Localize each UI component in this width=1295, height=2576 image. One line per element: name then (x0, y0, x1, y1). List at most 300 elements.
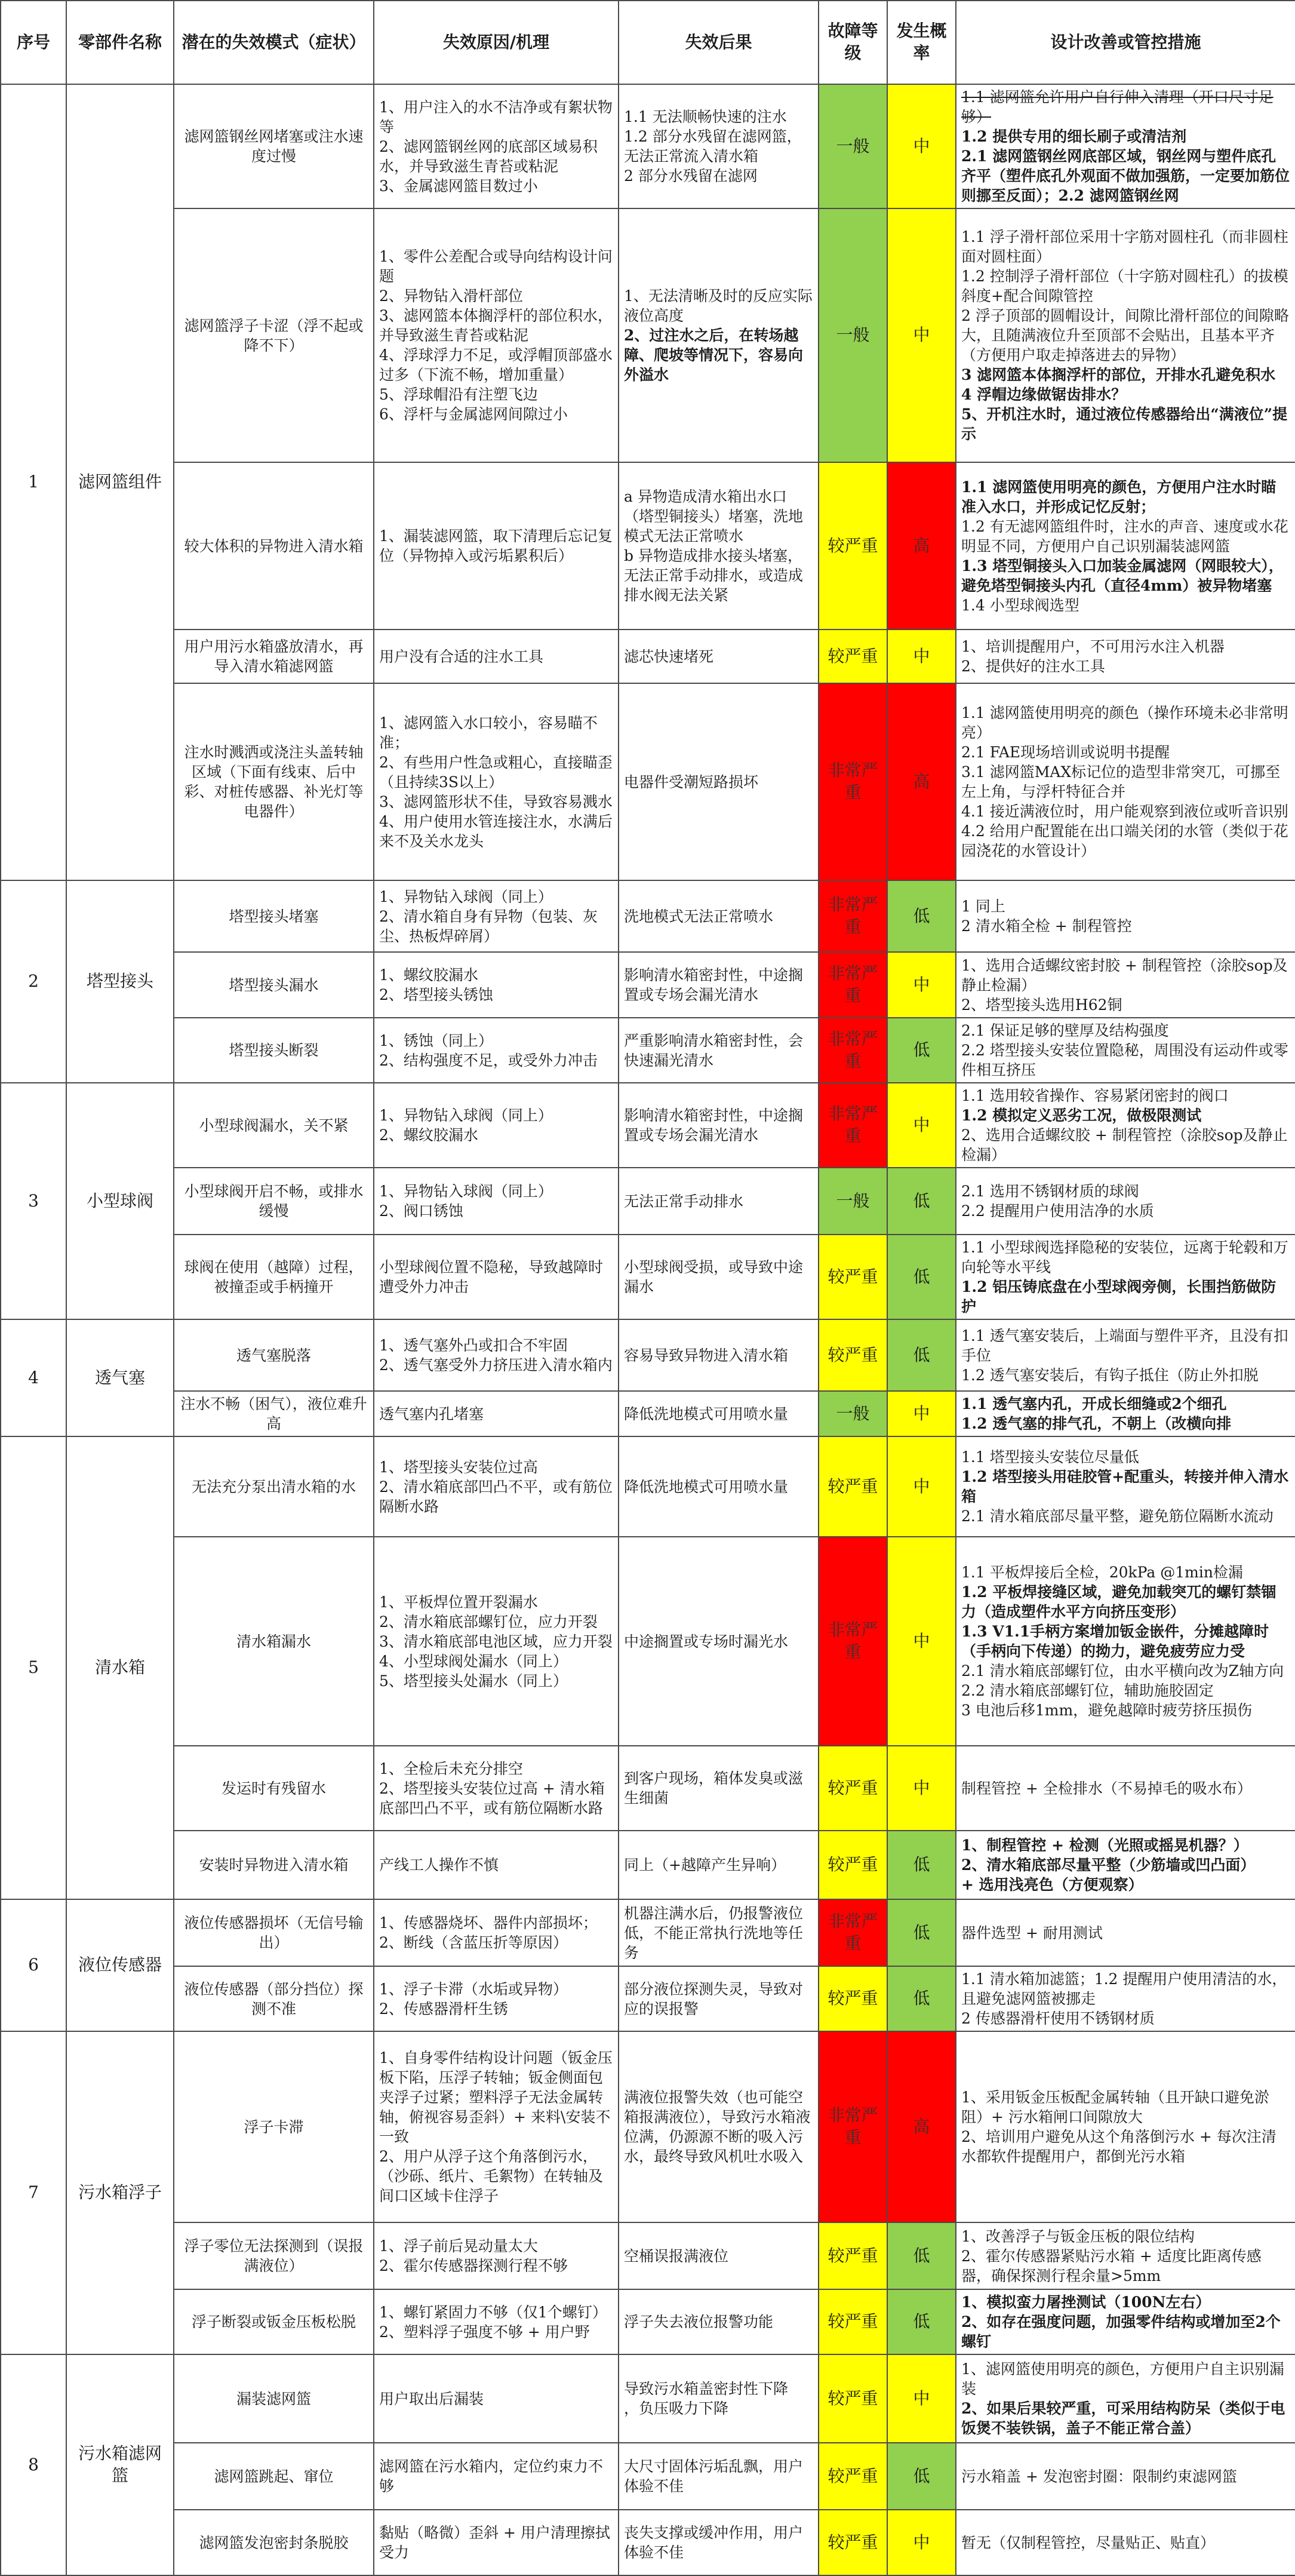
failure-mode: 漏装滤网篮 (174, 2354, 374, 2443)
improvement-measure-line: 4 浮帽边缘做锯齿排水？ (961, 386, 1127, 403)
failure-mode: 塔型接头漏水 (174, 952, 374, 1018)
failure-cause-line: 3、滤网篮本体搁浮杆的部位积水，并导致滋生青苔或粘泥 (379, 307, 613, 344)
part-name: 污水箱滤网篮 (66, 2354, 174, 2575)
occurrence-badge: 高 (887, 683, 956, 880)
failure-cause (374, 1235, 619, 1319)
improvement-measure-line: 1.2 塔型接头用硅胶管+配重头，转接并伸入清水箱 (961, 1468, 1289, 1505)
failure-effect (619, 2031, 819, 2222)
failure-cause (374, 208, 619, 462)
failure-effect-line: 导致污水箱盖密封性下降 (624, 2380, 789, 2397)
improvement-measure-line: 1.2 有无滤网篮组件时，注水的声音、速度或水花明显不同，方便用户自己识别漏装滤网篮 (961, 517, 1288, 555)
failure-cause (374, 880, 619, 952)
occurrence-badge: 低 (887, 2289, 956, 2354)
part-name: 清水箱 (66, 1436, 174, 1899)
failure-effect (619, 208, 819, 462)
severity-badge: 较严重 (819, 1235, 887, 1319)
failure-cause (374, 1436, 619, 1537)
failure-effect-line: 空桶误报满液位 (624, 2247, 729, 2265)
failure-effect-line: ，负压吸力下降 (624, 2400, 729, 2417)
improvement-measure-line: 2.1 FAE现场培训或说明书提醒 (961, 744, 1170, 761)
failure-effect-line: a 异物造成清水箱出水口（塔型铜接头）堵塞，洗地模式无法正常喷水 (624, 488, 804, 545)
failure-cause-line: 1、塔型接头安装位过高 (379, 1458, 538, 1476)
failure-cause-line: 6、浮杆与金属滤网间隙过小 (379, 406, 568, 423)
improvement-measure-line: 污水箱盖 + 发泡密封圈：限制约束滤网篮 (961, 2467, 1237, 2485)
failure-effect (619, 2443, 819, 2510)
failure-effect (619, 1436, 819, 1537)
header-no: 序号 (1, 1, 66, 84)
failure-mode: 小型球阀开启不畅，或排水缓慢 (174, 1168, 374, 1235)
table-row (1, 1018, 1295, 1083)
table-row (1, 630, 1295, 683)
table-row (1, 2031, 1295, 2222)
improvement-measure-line: 1、选用合适螺纹密封胶 + 制程管控（涂胶sop及静止检漏） (961, 956, 1288, 994)
occurrence-badge: 中 (887, 2354, 956, 2443)
improvement-measure (956, 1083, 1295, 1168)
improvement-measure-line: 1.2 透气塞安装后，有钩子抵住（防止外扣脱 (961, 1366, 1259, 1384)
table-row (1, 683, 1295, 880)
severity-badge: 一般 (819, 1391, 887, 1436)
improvement-measure-line: 1.2 控制浮子滑杆部位（十字筋对圆柱孔）的拔模斜度+配合间隙管控 (961, 268, 1288, 305)
failure-cause (374, 1319, 619, 1391)
failure-cause (374, 2289, 619, 2354)
failure-effect (619, 1391, 819, 1436)
failure-cause-line: 2、结构强度不足，或受外力冲击 (379, 1051, 598, 1069)
failure-cause-line: 1、浮子前后晃动量太大 (379, 2237, 538, 2255)
failure-effect (619, 1235, 819, 1319)
improvement-measure-line: 1、制程管控 + 检测（光照或摇晃机器？） (961, 1837, 1248, 1854)
table-row (1, 2289, 1295, 2354)
improvement-measure (956, 2289, 1295, 2354)
failure-mode: 注水不畅（困气），液位难升高 (174, 1391, 374, 1436)
failure-cause-line: 2、异物钻入滑杆部位 (379, 287, 523, 305)
failure-effect-line: 滤芯快速堵死 (624, 647, 714, 665)
occurrence-badge: 高 (887, 462, 956, 630)
severity-badge: 较严重 (819, 1436, 887, 1537)
failure-mode: 透气塞脱落 (174, 1319, 374, 1391)
part-name: 滤网篮组件 (66, 84, 174, 880)
failure-cause (374, 84, 619, 208)
header-occurrence: 发生概率 (887, 1, 956, 84)
failure-mode: 浮子零位无法探测到（误报满液位） (174, 2222, 374, 2289)
occurrence-badge: 低 (887, 1235, 956, 1319)
failure-effect-line: 小型球阀受损，或导致中途漏水 (624, 1258, 804, 1295)
improvement-measure-line: 1.1 滤网篮使用明亮的颜色（操作环境未必非常明亮） (961, 704, 1288, 741)
failure-effect-line: 机器注满水后，仍报警液位低，不能正常执行洗地等任务 (624, 1904, 804, 1961)
table-row (1, 2510, 1295, 2575)
table-row (1, 1899, 1295, 1966)
improvement-measure-line: 3 滤网篮本体搁浮杆的部位，开排水孔避免积水 (961, 366, 1276, 383)
failure-cause-line: 1、锈蚀（同上） (379, 1031, 493, 1049)
part-name: 塔型接头 (66, 880, 174, 1083)
failure-cause (374, 952, 619, 1018)
table-row (1, 2222, 1295, 2289)
failure-mode: 注水时溅洒或浇注头盖转轴区域（下面有线束、后中彩、对桩传感器、补光灯等电器件） (174, 683, 374, 880)
failure-cause (374, 1966, 619, 2031)
improvement-measure (956, 1319, 1295, 1391)
row-number: 7 (1, 2031, 66, 2354)
table-row (1, 1966, 1295, 2031)
failure-cause-line: 2、阀口锈蚀 (379, 1202, 463, 1220)
improvement-measure-line: + 选用浅亮色（方便观察） (961, 1876, 1143, 1893)
failure-cause-line: 1、浮子卡滞（水垢或异物） (379, 1980, 568, 1998)
improvement-measure-line: 1、培训提醒用户，不可用污水注入机器 (961, 638, 1225, 655)
table-row (1, 1235, 1295, 1319)
row-number: 5 (1, 1436, 66, 1899)
failure-cause-line: 2、用户从浮子这个角落倒污水，（沙砾、纸片、毛絮物）在转轴及间口区域卡住浮子 (379, 2148, 604, 2205)
severity-badge: 非常严重 (819, 683, 887, 880)
failure-cause (374, 2443, 619, 2510)
table-row (1, 952, 1295, 1018)
improvement-measure (956, 1899, 1295, 1966)
improvement-measure-line: 2、清水箱底部尽量平整（少筋墙或凹凸面） (961, 1856, 1256, 1874)
failure-cause-line: 小型球阀位置不隐秘，导致越障时遭受外力冲击 (379, 1258, 604, 1295)
failure-cause-line: 2、清水箱自身有异物（包装、灰尘、热板焊碎屑） (379, 907, 598, 945)
improvement-measure-line: 2.1 清水箱底部螺钉位，由水平横向改为Z轴方向 (961, 1662, 1284, 1680)
header-severity: 故障等级 (819, 1, 887, 84)
improvement-measure (956, 2510, 1295, 2575)
table-row (1, 208, 1295, 462)
improvement-measure-line: 1.1 浮子滑杆部位采用十字筋对圆柱孔（而非圆柱面对圆柱面） (961, 228, 1288, 265)
improvement-measure-line: 3 电池后移1mm，避免越障时疲劳挤压损伤 (961, 1702, 1253, 1719)
header-mode: 潜在的失效模式（症状） (174, 1, 374, 84)
failure-cause-line: 透气塞内孔堵塞 (379, 1405, 484, 1423)
failure-cause (374, 1746, 619, 1831)
failure-cause-line: 1、异物钻入球阀（同上） (379, 1183, 553, 1200)
improvement-measure-line: 1、滤网篮使用明亮的颜色，方便用户自主识别漏装 (961, 2360, 1284, 2397)
severity-badge: 一般 (819, 208, 887, 462)
improvement-measure-line: 2、霍尔传感器紧贴污水箱 + 适度比距离传感器，确保探测行程余量>5mm (961, 2247, 1262, 2285)
header-cause: 失效原因/机理 (374, 1, 619, 84)
failure-cause-line: 2、断线（含蓝压折等原因） (379, 1934, 568, 1951)
severity-badge: 一般 (819, 1168, 887, 1235)
improvement-measure-line: 2.2 清水箱底部螺钉位，辅助施胶固定 (961, 1682, 1214, 1699)
failure-cause-line: 1、平板焊位置开裂漏水 (379, 1593, 538, 1611)
failure-effect (619, 84, 819, 208)
failure-cause (374, 2222, 619, 2289)
part-name: 污水箱浮子 (66, 2031, 174, 2354)
row-number: 4 (1, 1319, 66, 1436)
failure-cause-line: 1、零件公差配合或导向结构设计问题 (379, 248, 613, 285)
failure-mode: 液位传感器（部分挡位）探测不准 (174, 1966, 374, 2031)
failure-cause-line: 3、金属滤网篮目数过小 (379, 177, 538, 195)
failure-cause (374, 1168, 619, 1235)
failure-mode: 液位传感器损坏（无信号输出） (174, 1899, 374, 1966)
failure-effect (619, 1083, 819, 1168)
improvement-measure-line: 1.4 小型球阀选型 (961, 596, 1079, 614)
failure-cause-line: 1、异物钻入球阀（同上） (379, 1107, 553, 1124)
severity-badge: 较严重 (819, 630, 887, 683)
improvement-measure-line: 2、培训用户避免从这个角落倒污水 + 每次注清水都软件提醒用户，都倒光污水箱 (961, 2128, 1276, 2165)
failure-cause-line: 2、清水箱底部螺钉位，应力开裂 (379, 1613, 598, 1631)
failure-cause-line: 3、清水箱底部电池区域，应力开裂 (379, 1632, 613, 1650)
failure-cause (374, 2510, 619, 2575)
failure-effect-line: 2 部分水残留在滤网 (624, 167, 758, 185)
failure-cause-line: 1、漏装滤网篮，取下清理后忘记复位（异物掉入或污垢累积后） (379, 527, 613, 564)
improvement-measure-line: 1.2 平板焊接缝区域，避免加载突兀的螺钉禁锢力（造成塑件水平方向挤压变形） (961, 1583, 1276, 1620)
improvement-measure-line: 2、塔型接头选用H62铜 (961, 996, 1122, 1014)
failure-effect (619, 2510, 819, 2575)
severity-badge: 较严重 (819, 1966, 887, 2031)
occurrence-badge: 高 (887, 2031, 956, 2222)
improvement-measure-line: 5、开机注水时，通过液位传感器给出“满液位”提示 (961, 406, 1288, 443)
severity-badge: 非常严重 (819, 1899, 887, 1966)
severity-badge: 非常严重 (819, 1083, 887, 1168)
failure-cause-line: 2、传感器滑杆生锈 (379, 2000, 508, 2018)
part-name: 小型球阀 (66, 1083, 174, 1319)
failure-effect-line: 到客户现场，箱体发臭或滋生细菌 (624, 1770, 804, 1807)
improvement-measure (956, 1018, 1295, 1083)
failure-effect-line: b 异物造成排水接头堵塞，无法正常手动排水，或造成排水阀无法关紧 (624, 547, 804, 604)
failure-effect-line: 无法正常手动排水 (624, 1192, 744, 1210)
failure-effect-line: 1.1 无法顺畅快速的注水 (624, 108, 787, 125)
improvement-measure-line: 暂无（仅制程管控，尽量贴正、贴直） (961, 2534, 1216, 2552)
row-number: 3 (1, 1083, 66, 1319)
failure-cause-line: 4、浮球浮力不足，或浮帽顶部盛水过多（下流不畅，增加重量） (379, 346, 613, 383)
occurrence-badge: 低 (887, 1319, 956, 1391)
failure-cause-line: 2、塔型接头安装位过高 + 清水箱底部凹凸不平，或有筋位隔断水路 (379, 1779, 605, 1817)
improvement-measure (956, 1831, 1295, 1899)
occurrence-badge: 中 (887, 630, 956, 683)
failure-cause-line: 1、螺钉紧固力不够（仅1个螺钉） (379, 2303, 607, 2321)
failure-mode: 滤网篮钢丝网堵塞或注水速度过慢 (174, 84, 374, 208)
severity-badge: 非常严重 (819, 2031, 887, 2222)
header-measure: 设计改善或管控措施 (956, 1, 1295, 84)
failure-effect-line: 浮子失去液位报警功能 (624, 2313, 774, 2331)
failure-effect-line: 同上（+越障产生异响） (624, 1856, 786, 1874)
occurrence-badge: 中 (887, 1391, 956, 1436)
part-name: 液位传感器 (66, 1899, 174, 2031)
failure-mode: 浮子卡滞 (174, 2031, 374, 2222)
table-body (1, 84, 1295, 2575)
improvement-measure (956, 2222, 1295, 2289)
failure-mode: 无法充分泵出清水箱的水 (174, 1436, 374, 1537)
failure-cause-line: 5、塔型接头处漏水（同上） (379, 1672, 568, 1690)
failure-mode: 安装时异物进入清水箱 (174, 1831, 374, 1899)
severity-badge: 较严重 (819, 1746, 887, 1831)
failure-cause-line: 4、用户使用水管连接注水，水满后来不及关水龙头 (379, 812, 613, 850)
failure-cause-line: 4、小型球阀处漏水（同上） (379, 1652, 568, 1670)
occurrence-badge: 低 (887, 2222, 956, 2289)
failure-cause-line: 2、塑料浮子强度不够 + 用户野 (379, 2323, 590, 2341)
failure-cause-line: 产线工人操作不慎 (379, 1856, 499, 1874)
failure-cause (374, 2031, 619, 2222)
failure-effect-line: 洗地模式无法正常喷水 (624, 907, 774, 925)
header-part: 零部件名称 (66, 1, 174, 84)
failure-effect (619, 683, 819, 880)
row-number: 1 (1, 84, 66, 880)
improvement-measure-line: 3.1 滤网篮MAX标记位的造型非常突兀，可挪至左上角，与浮杆特征合并 (961, 763, 1281, 800)
table-row (1, 2443, 1295, 2510)
severity-badge: 较严重 (819, 2289, 887, 2354)
severity-badge: 较严重 (819, 2510, 887, 2575)
severity-badge: 较严重 (819, 2443, 887, 2510)
failure-effect (619, 880, 819, 952)
improvement-measure (956, 1168, 1295, 1235)
failure-cause-line: 5、浮球帽沿有注塑飞边 (379, 386, 538, 403)
failure-effect (619, 1537, 819, 1746)
occurrence-badge: 中 (887, 1537, 956, 1746)
failure-cause (374, 1083, 619, 1168)
failure-mode: 滤网篮发泡密封条脱胶 (174, 2510, 374, 2575)
failure-effect-line: 影响清水箱密封性，中途搁置或专场会漏光清水 (624, 966, 804, 1003)
improvement-measure (956, 880, 1295, 952)
failure-cause-line: 1、自身零件结构设计问题（钣金压板下陷，压浮子转轴；钣金侧面包夹浮子过紧；塑料浮子无法金属转轴，俯视容易歪斜）+ 来料\安装不一致 (379, 2049, 613, 2145)
failure-effect (619, 1018, 819, 1083)
failure-effect-line: 1.2 部分水残留在滤网篮，无法正常流入清水箱 (624, 128, 802, 165)
occurrence-badge: 中 (887, 952, 956, 1018)
severity-badge: 较严重 (819, 1319, 887, 1391)
table-row (1, 2354, 1295, 2443)
failure-effect-line: 电器件受潮短路损坏 (624, 773, 759, 791)
occurrence-badge: 中 (887, 1746, 956, 1831)
table-row (1, 1746, 1295, 1831)
failure-cause (374, 2354, 619, 2443)
improvement-measure-line: 1.1 透气塞安装后，上端面与塑件平齐，且没有扣手位 (961, 1327, 1288, 1364)
improvement-measure-line: 1.1 平板焊接后全检，20kPa @1min检漏 (961, 1564, 1243, 1581)
failure-effect (619, 2354, 819, 2443)
failure-cause-line: 2、透气塞受外力挤压进入清水箱内 (379, 1356, 613, 1374)
improvement-measure-line: 1.1 滤网篮允许用户自行伸入清理（开口尺寸足够） (961, 88, 1274, 125)
table-row (1, 462, 1295, 630)
table-row (1, 1537, 1295, 1746)
occurrence-badge: 中 (887, 2510, 956, 2575)
improvement-measure-line: 1.1 塔型接头安装位尽量低 (961, 1448, 1139, 1466)
failure-cause-line: 用户没有合适的注水工具 (379, 647, 544, 665)
occurrence-badge: 低 (887, 1899, 956, 1966)
improvement-measure-line: 2.1 清水箱底部尽量平整，避免筋位隔断水流动 (961, 1507, 1274, 1525)
failure-mode: 较大体积的异物进入清水箱 (174, 462, 374, 630)
failure-mode: 塔型接头堵塞 (174, 880, 374, 952)
failure-effect-line: 中途搁置或专场时漏光水 (624, 1632, 789, 1650)
improvement-measure-line: 1.2 透气塞的排气孔，不朝上（改横向排 (961, 1415, 1232, 1432)
failure-effect-line: 1、无法清晰及时的反应实际液位高度 (624, 287, 813, 324)
occurrence-badge: 中 (887, 1083, 956, 1168)
failure-cause-line: 用户取出后漏装 (379, 2390, 484, 2408)
occurrence-badge: 中 (887, 208, 956, 462)
failure-mode: 滤网篮跳起、窜位 (174, 2443, 374, 2510)
improvement-measure (956, 1746, 1295, 1831)
improvement-measure-line: 2 清水箱全检 + 制程管控 (961, 917, 1132, 935)
severity-badge: 较严重 (819, 462, 887, 630)
table-row (1, 84, 1295, 208)
improvement-measure-line: 2.2 塔型接头安装位置隐秘，周围没有运动件或零件相互挤压 (961, 1042, 1288, 1079)
failure-effect-line: 2、过注水之后，在转场越障、爬坡等情况下，容易向外溢水 (624, 327, 804, 383)
occurrence-badge: 中 (887, 84, 956, 208)
improvement-measure-line: 2.1 保证足够的壁厚及结构强度 (961, 1022, 1169, 1039)
failure-cause-line: 滤网篮在污水箱内，定位约束力不够 (379, 2458, 604, 2495)
severity-badge: 较严重 (819, 2354, 887, 2443)
improvement-measure-line: 2.1 滤网篮钢丝网底部区域，钢丝网与塑件底孔齐平（塑件底孔外观面不做加强筋，一定要加筋位则挪至反面）；2.2 滤网篮钢丝网 (961, 148, 1290, 204)
failure-effect-line: 部分液位探测失灵，导致对应的误报警 (624, 1980, 804, 2018)
improvement-measure-line: 1.1 选用较省操作、容易紧闭密封的阀口 (961, 1087, 1229, 1104)
table-row (1, 1168, 1295, 1235)
failure-cause-line: 1、透气塞外凸或扣合不牢固 (379, 1337, 568, 1354)
failure-effect-line: 容易导致异物进入清水箱 (624, 1346, 789, 1364)
improvement-measure (956, 1966, 1295, 2031)
failure-effect (619, 1899, 819, 1966)
improvement-measure (956, 462, 1295, 630)
improvement-measure (956, 2443, 1295, 2510)
improvement-measure (956, 1436, 1295, 1537)
improvement-measure-line: 2、如果后果较严重，可采用结构防呆（类似于电饭煲不装铁锅，盖子不能正常合盖） (961, 2400, 1285, 2437)
failure-cause-line: 2、塔型接头锈蚀 (379, 986, 493, 1003)
improvement-measure-line: 1 同上 (961, 898, 1005, 915)
failure-cause-line: 1、全检后未充分排空 (379, 1760, 523, 1777)
improvement-measure-line: 2 传感器滑杆使用不锈钢材质 (961, 2010, 1155, 2027)
failure-mode: 用户用污水箱盛放清水，再导入清水箱滤网篮 (174, 630, 374, 683)
failure-cause-line: 2、霍尔传感器探测行程不够 (379, 2257, 568, 2274)
severity-badge: 非常严重 (819, 1018, 887, 1083)
improvement-measure (956, 630, 1295, 683)
improvement-measure (956, 84, 1295, 208)
improvement-measure-line: 4.2 给用户配置能在出口端关闭的水管（类似于花园浇花的水管设计） (961, 822, 1288, 859)
severity-badge: 较严重 (819, 2222, 887, 2289)
improvement-measure-line: 4.1 接近满液位时，用户能观察到液位或听音识别 (961, 803, 1288, 820)
failure-cause-line: 1、螺纹胶漏水 (379, 966, 478, 984)
failure-effect (619, 462, 819, 630)
failure-mode: 塔型接头断裂 (174, 1018, 374, 1083)
failure-effect (619, 1966, 819, 2031)
failure-cause (374, 1899, 619, 1966)
improvement-measure-line: 1.3 V1.1手柄方案增加钣金嵌件，分摊越障时（手柄向下传递）的拗力，避免疲劳应力受 (961, 1623, 1269, 1660)
improvement-measure-line: 2 浮子顶部的圆帽设计，间隙比滑杆部位的间隙略大，且随满液位升至顶部不会贴出，且基本平齐（方便用户取走掉落进去的异物） (961, 307, 1289, 364)
failure-mode: 浮子断裂或钣金压板松脱 (174, 2289, 374, 2354)
occurrence-badge: 中 (887, 1436, 956, 1537)
failure-effect (619, 1746, 819, 1831)
improvement-measure (956, 952, 1295, 1018)
severity-badge: 非常严重 (819, 952, 887, 1018)
row-number: 2 (1, 880, 66, 1083)
failure-effect (619, 952, 819, 1018)
improvement-measure (956, 1391, 1295, 1436)
severity-badge: 一般 (819, 84, 887, 208)
improvement-measure (956, 208, 1295, 462)
table-row (1, 1831, 1295, 1899)
failure-effect (619, 630, 819, 683)
header-effect: 失效后果 (619, 1, 819, 84)
row-number: 8 (1, 2354, 66, 2575)
severity-badge: 非常严重 (819, 880, 887, 952)
improvement-measure-line: 2、提供好的注水工具 (961, 658, 1105, 675)
failure-cause-line: 2、滤网篮钢丝网的底部区域易积水，并导致滋生青苔或粘泥 (379, 137, 598, 175)
table-row (1, 1083, 1295, 1168)
occurrence-badge: 低 (887, 1831, 956, 1899)
failure-mode: 球阀在使用（越障）过程，被撞歪或手柄撞开 (174, 1235, 374, 1319)
failure-cause-line: 3、滤网篮形状不佳，导致容易溅水 (379, 793, 613, 810)
improvement-measure-line: 2、选用合适螺纹胶 + 制程管控（涂胶sop及静止检漏） (961, 1126, 1288, 1163)
failure-effect-line: 影响清水箱密封性，中途搁置或专场会漏光清水 (624, 1107, 804, 1144)
failure-effect (619, 2289, 819, 2354)
failure-cause (374, 683, 619, 880)
row-number: 6 (1, 1899, 66, 2031)
failure-cause-line: 黏贴（略微）歪斜 + 用户清理擦拭受力 (379, 2524, 610, 2561)
improvement-measure (956, 683, 1295, 880)
failure-effect-line: 降低洗地模式可用喷水量 (624, 1405, 789, 1423)
failure-cause-line: 1、异物钻入球阀（同上） (379, 888, 553, 905)
failure-effect (619, 2222, 819, 2289)
improvement-measure-line: 2.2 提醒用户使用洁净的水质 (961, 1202, 1154, 1220)
failure-effect-line: 降低洗地模式可用喷水量 (624, 1478, 789, 1496)
header-row (1, 1, 1295, 84)
improvement-measure-line: 1.2 提供专用的细长刷子或清洁剂 (961, 128, 1187, 145)
failure-effect (619, 1831, 819, 1899)
failure-cause-line: 1、滤网篮入水口较小，容易瞄不准； (379, 714, 598, 751)
occurrence-badge: 低 (887, 2443, 956, 2510)
failure-mode: 小型球阀漏水，关不紧 (174, 1083, 374, 1168)
improvement-measure (956, 1537, 1295, 1746)
occurrence-badge: 低 (887, 1168, 956, 1235)
failure-effect (619, 1319, 819, 1391)
